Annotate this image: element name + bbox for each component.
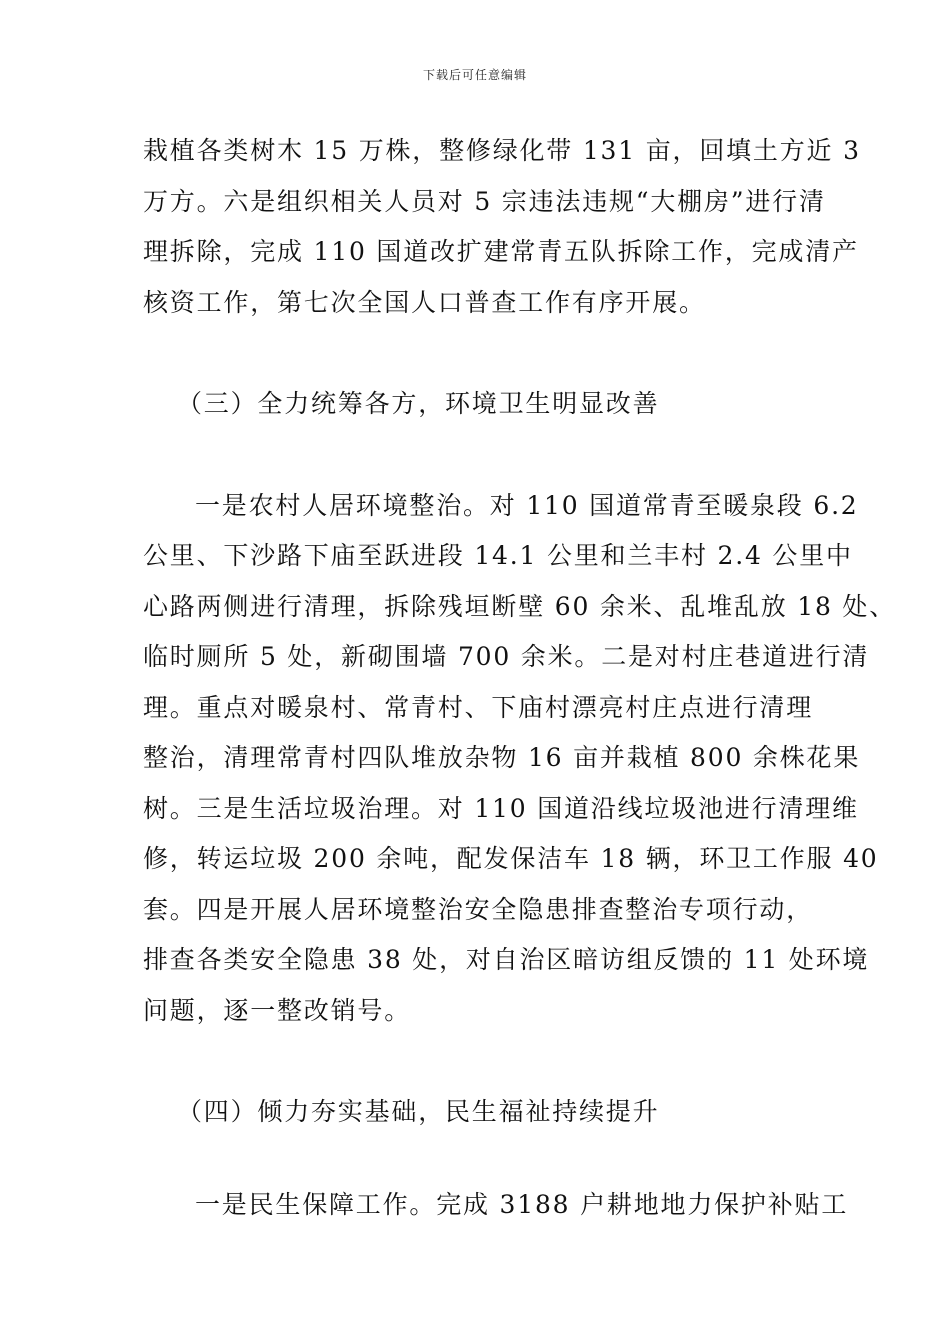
text-line: 万方。六是组织相关人员对 5 宗违法违规“大棚房”进行清 (143, 186, 826, 216)
text-line: 心路两侧进行清理，拆除残垣断壁 60 余米、乱堆乱放 18 处、 (143, 591, 897, 621)
text-line: 排查各类安全隐患 38 处，对自治区暗访组反馈的 11 处环境 (143, 945, 870, 974)
section-heading-4: （四）倾力夯实基础，民生福祉持续提升 (177, 1097, 660, 1126)
section-heading-3: （三）全力统筹各方，环境卫生明显改善 (177, 389, 660, 418)
text-line: 理拆除，完成 110 国道改扩建常青五队拆除工作，完成清产 (143, 237, 859, 266)
text-line: 树。三是生活垃圾治理。对 110 国道沿线垃圾池进行清理维 (143, 793, 859, 823)
text-line: 临时厕所 5 处，新砌围墙 700 余米。二是对村庄巷道进行清 (143, 642, 870, 671)
document-body (143, 126, 897, 1230)
text-line: 栽植各类树木 15 万株，整修绿化带 131 亩，回填土方近 3 (143, 136, 861, 165)
text-line: 套。四是开展人居环境整治安全隐患排查整治专项行动， (143, 894, 814, 924)
header-note: 下载后可任意编辑 (422, 68, 527, 82)
text-line: 整治，清理常青村四队堆放杂物 16 亩并栽植 800 余株花果 (143, 743, 861, 772)
text-line: 一是民生保障工作。完成 3188 户耕地地力保护补贴工 (195, 1189, 849, 1219)
text-line: 公里、下沙路下庙至跃进段 14.1 公里和兰丰村 2.4 公里中 (143, 541, 853, 570)
text-line: 问题，逐一整改销号。 (143, 995, 412, 1025)
text-line: 理。重点对暖泉村、常青村、下庙村漂亮村庄点进行清理 (143, 692, 814, 722)
text-line: 核资工作，第七次全国人口普查工作有序开展。 (143, 287, 706, 317)
text-line: 一是农村人居环境整治。对 110 国道常青至暖泉段 6.2 (195, 490, 859, 520)
text-line: 修，转运垃圾 200 余吨，配发保洁车 18 辆，环卫工作服 40 (143, 844, 879, 873)
